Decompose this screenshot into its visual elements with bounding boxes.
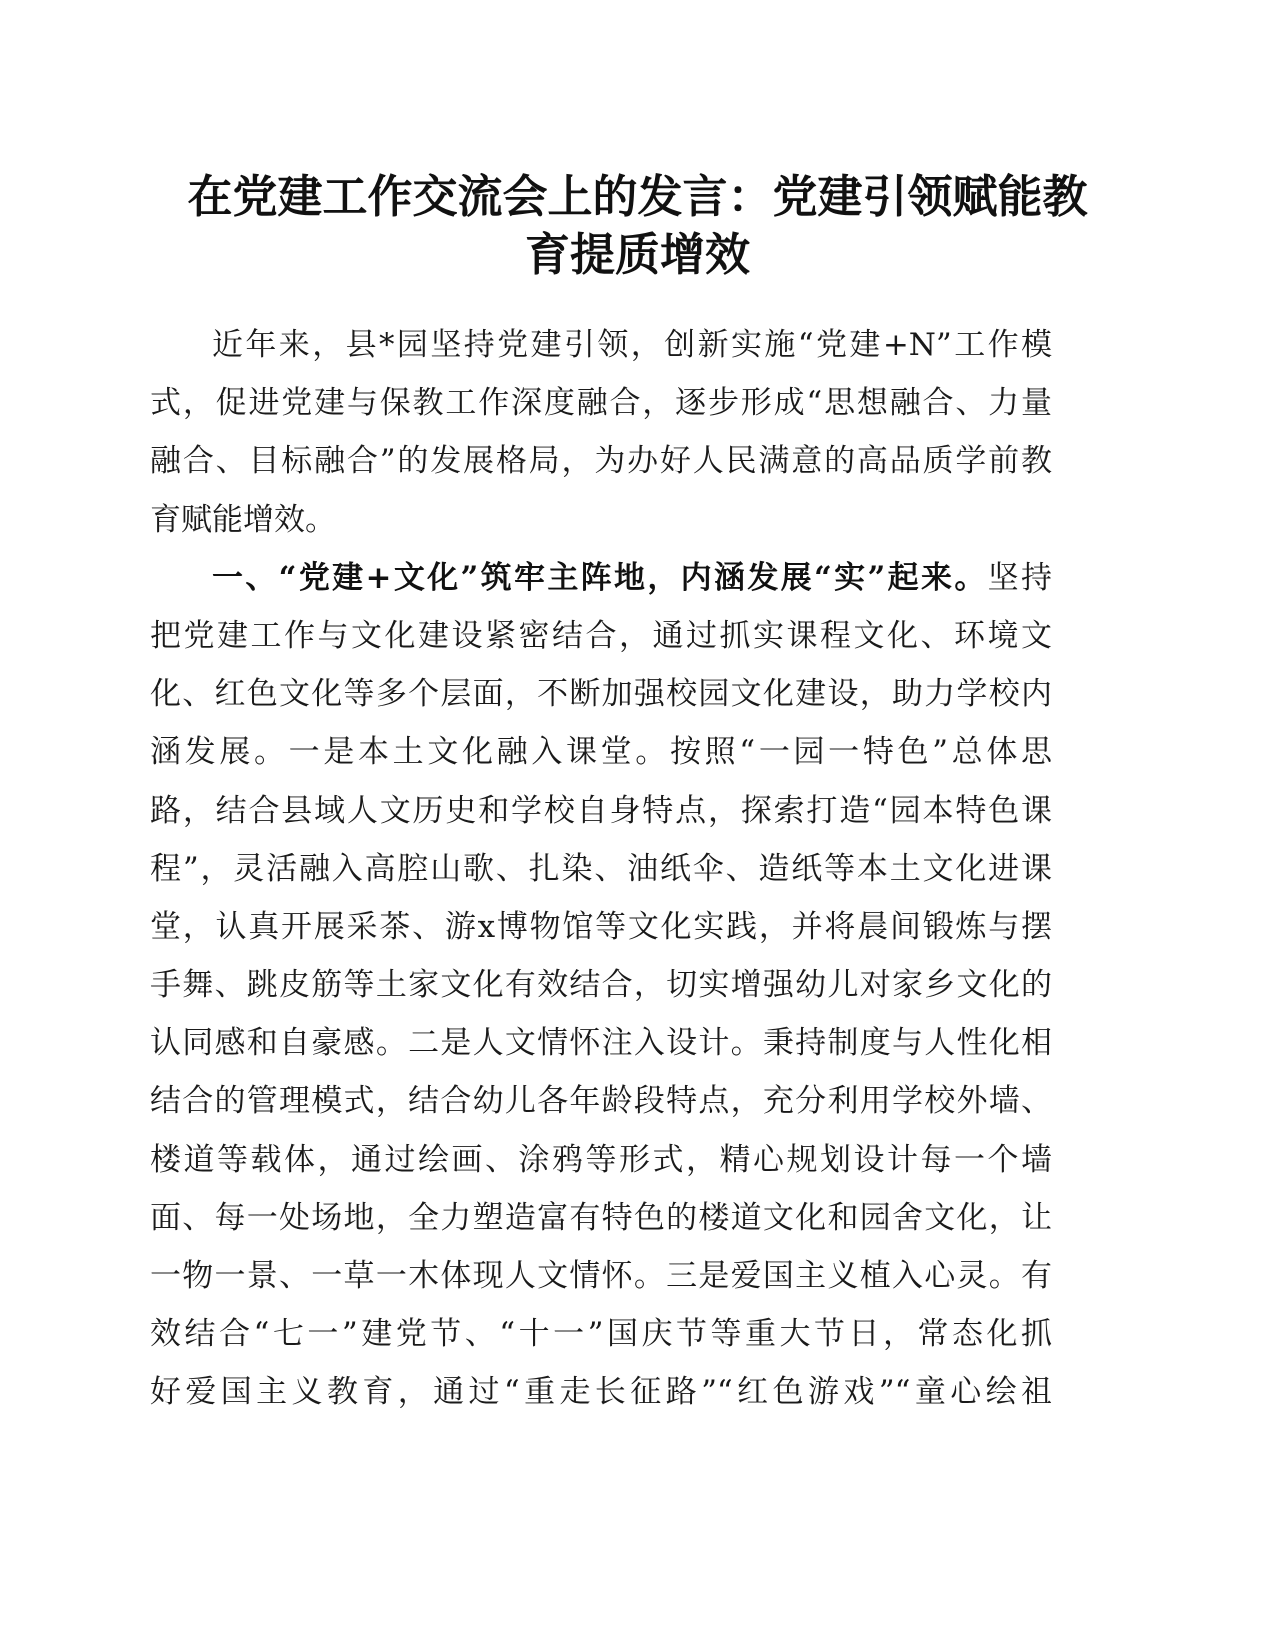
intro-line: 融合、目标融合”的发展格局，为办好人民满意的高品质学前教 — [150, 443, 1052, 480]
section-1-line: 结合的管理模式，结合幼儿各年龄段特点，充分利用学校外墙、 — [150, 1083, 1052, 1120]
section-1-line: 程”，灵活融入高腔山歌、扎染、油纸伞、造纸等本土文化进课 — [150, 850, 1052, 887]
section-1-heading: 一、“党建+文化”筑牢主阵地，内涵发展“实”起来。 — [212, 559, 988, 596]
intro-paragraph — [150, 316, 1052, 549]
title-line-1: 在党建工作交流会上的发言：党建引领赋能教 — [187, 170, 1088, 223]
section-1-first-line-rest: 坚持 — [987, 559, 1053, 596]
section-1-line: 认同感和自豪感。二是人文情怀注入设计。秉持制度与人性化相 — [150, 1025, 1052, 1062]
section-1-line: 把党建工作与文化建设紧密结合，通过抓实课程文化、环境文 — [150, 617, 1052, 654]
section-1-paragraph — [150, 549, 1052, 1422]
section-1-line: 面、每一处场地，全力塑造富有特色的楼道文化和园舍文化，让 — [150, 1199, 1052, 1236]
section-1-line: 一物一景、一草一木体现人文情怀。三是爱国主义植入心灵。有 — [150, 1258, 1052, 1294]
section-1-line: 涵发展。一是本土文化融入课堂。按照“一园一特色”总体思 — [150, 734, 1052, 771]
section-1-line: 好爱国主义教育，通过“重走长征路”“红色游戏”“童心绘祖 — [150, 1374, 1052, 1411]
intro-line: 式，促进党建与保教工作深度融合，逐步形成“思想融合、力量 — [150, 385, 1052, 422]
section-1-first-line — [150, 549, 1052, 607]
section-1-line: 路，结合县域人文历史和学校自身特点，探索打造“园本特色课 — [150, 792, 1052, 829]
section-1-line: 效结合“七一”建党节、“十一”国庆节等重大节日，常态化抓 — [150, 1316, 1052, 1353]
section-1-line: 手舞、跳皮筋等土家文化有效结合，切实增强幼儿对家乡文化的 — [150, 967, 1052, 1004]
intro-line: 育赋能增效。 — [150, 501, 336, 538]
section-1-line: 化、红色文化等多个层面，不断加强校园文化建设，助力学校内 — [150, 676, 1052, 713]
document-title — [150, 168, 1125, 284]
title-line-2: 育提质增效 — [524, 228, 750, 281]
section-1-line: 楼道等载体，通过绘画、涂鸦等形式，精心规划设计每一个墙 — [150, 1141, 1052, 1178]
document-body — [150, 316, 1052, 1422]
intro-line: 近年来，县*园坚持党建引领，创新实施“党建+N”工作模 — [212, 327, 1052, 363]
section-1-line: 堂，认真开展采茶、游x博物馆等文化实践，并将晨间锻炼与摆 — [150, 908, 1052, 945]
